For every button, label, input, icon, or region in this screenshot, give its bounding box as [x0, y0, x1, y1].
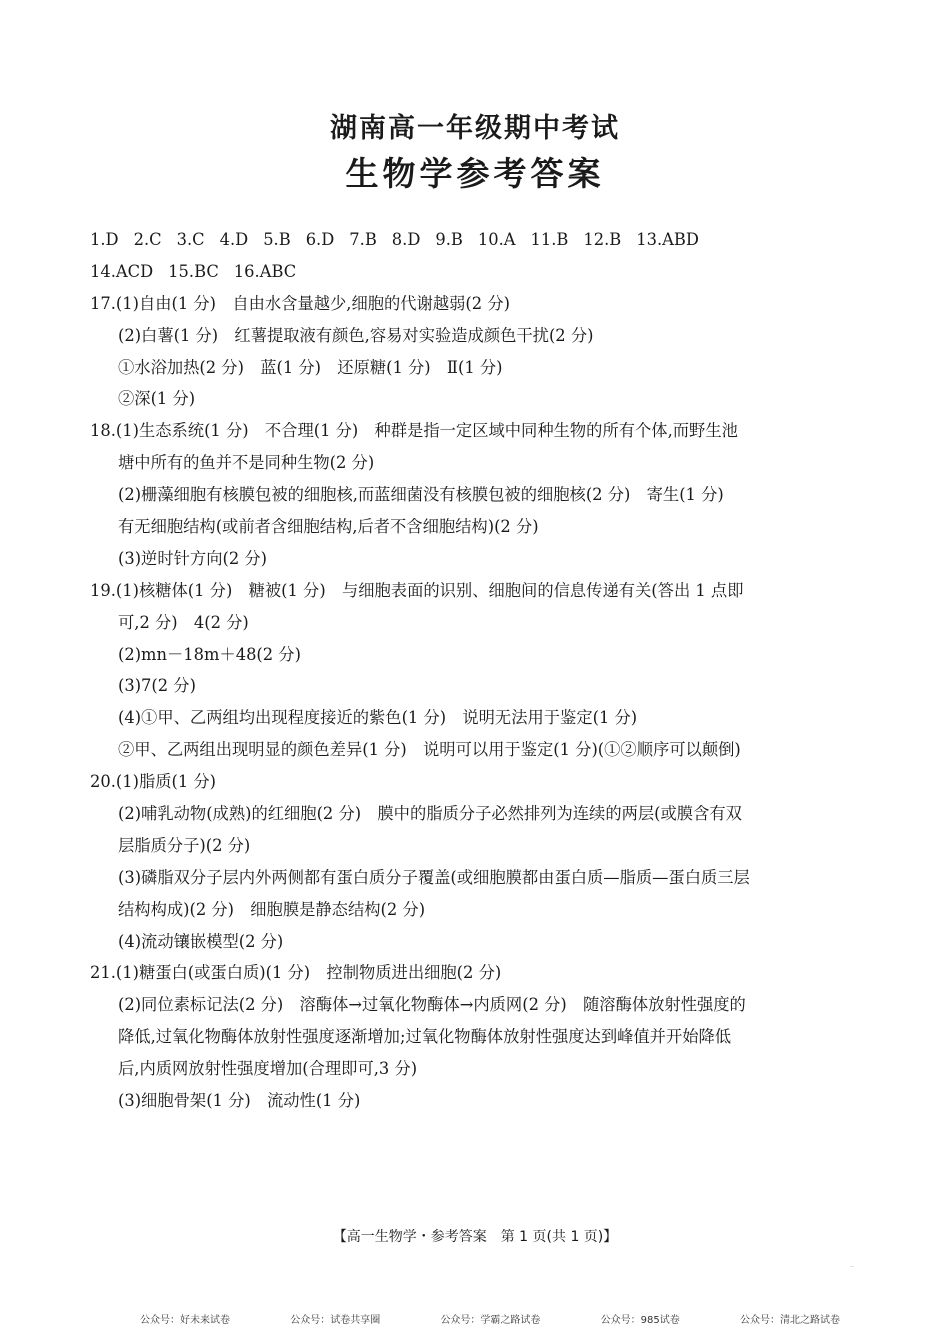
q17-line: ①水浴加热(2 分) 蓝(1 分) 还原糖(1 分) Ⅱ(1 分)	[118, 357, 503, 377]
mc-answer: 11.B	[530, 230, 569, 249]
mc-answer: 1.D	[90, 230, 119, 249]
q18-line: 塘中所有的鱼并不是同种生物(2 分)	[118, 453, 375, 473]
wechat-account: 公众号：学霸之路试卷	[440, 1315, 541, 1326]
mc-answer: 10.A	[477, 230, 516, 249]
mc-answer: 16.ABC	[233, 261, 297, 281]
q19-line: (4)①甲、乙两组均出现程度接近的紫色(1 分) 说明无法用于鉴定(1 分)	[118, 708, 638, 728]
wechat-account: 公众号：清北之路试卷	[739, 1315, 840, 1326]
scan-mark: ..	[850, 1262, 854, 1269]
mc-answer: 3.C	[176, 230, 205, 249]
q21-line: 21.(1)糖蛋白(或蛋白质)(1 分) 控制物质进出细胞(2 分)	[90, 963, 502, 983]
mc-answer: 12.B	[583, 230, 622, 249]
wechat-account: 公众号：试卷共享圈	[290, 1315, 381, 1326]
multiple-choice-row-1	[90, 224, 865, 256]
q19-line: (2)mn－18m＋48(2 分)	[118, 644, 301, 664]
mc-answer: 7.B	[349, 230, 377, 249]
q20-line: 层脂质分子)(2 分)	[118, 835, 251, 855]
q21-line: (2)同位素标记法(2 分) 溶酶体→过氧化物酶体→内质网(2 分) 随溶酶体放射性强度的	[118, 995, 746, 1015]
answer-key-title: 生物学参考答案	[345, 154, 605, 193]
q20-line: (2)哺乳动物(成熟)的红细胞(2 分) 膜中的脂质分子必然排列为连续的两层(或膜含有双	[118, 804, 742, 824]
q21-line: (3)细胞骨架(1 分) 流动性(1 分)	[118, 1091, 361, 1111]
q20-line: 结构构成)(2 分) 细胞膜是静态结构(2 分)	[118, 899, 426, 919]
q21-line: 降低,过氧化物酶体放射性强度逐渐增加;过氧化物酶体放射性强度达到峰值并开始降低	[118, 1027, 732, 1047]
mc-answer: 5.B	[263, 230, 291, 249]
q17-line: (2)白薯(1 分) 红薯提取液有颜色,容易对实验造成颜色干扰(2 分)	[118, 325, 594, 345]
multiple-choice-row-2	[90, 256, 865, 288]
q19-line: 19.(1)核糖体(1 分) 糖被(1 分) 与细胞表面的识别、细胞间的信息传递有关(答出 1 点即	[90, 580, 744, 600]
q18-line: (2)栅藻细胞有核膜包被的细胞核,而蓝细菌没有核膜包被的细胞核(2 分) 寄生(1 分)	[118, 485, 724, 505]
mc-answer: 14.ACD	[90, 261, 154, 281]
q20-line: 20.(1)脂质(1 分)	[90, 772, 217, 792]
q21-line: 后,内质网放射性强度增加(合理即可,3 分)	[118, 1059, 418, 1079]
wechat-account: 公众号：985试卷	[600, 1315, 680, 1326]
answer-content	[90, 224, 865, 1117]
q17-line: ②深(1 分)	[118, 389, 196, 409]
q20-line: (4)流动镶嵌模型(2 分)	[118, 931, 284, 951]
mc-answer: 8.D	[391, 230, 421, 249]
wechat-accounts	[140, 1311, 840, 1326]
mc-answer: 9.B	[435, 230, 463, 249]
q17-line: 17.(1)自由(1 分) 自由水含量越少,细胞的代谢越弱(2 分)	[90, 293, 510, 313]
q19-line: ②甲、乙两组出现明显的颜色差异(1 分) 说明可以用于鉴定(1 分)(①②顺序可以颠倒)	[118, 740, 741, 760]
mc-answer: 6.D	[305, 230, 335, 249]
page-footer: 【高一生物学・参考答案 第 1 页(共 1 页)】	[332, 1229, 618, 1245]
q19-line: 可,2 分) 4(2 分)	[118, 612, 249, 632]
q18-line: 有无细胞结构(或前者含细胞结构,后者不含细胞结构)(2 分)	[118, 517, 539, 537]
exam-title: 湖南高一年级期中考试	[330, 113, 620, 144]
mc-answer: 4.D	[219, 230, 249, 249]
q18-line: (3)逆时针方向(2 分)	[118, 548, 267, 568]
q18-line: 18.(1)生态系统(1 分) 不合理(1 分) 种群是指一定区域中同种生物的所有个体,而野生池	[90, 421, 738, 441]
mc-answer: 13.ABD	[636, 230, 699, 249]
mc-answer: 15.BC	[168, 261, 219, 281]
q20-line: (3)磷脂双分子层内外两侧都有蛋白质分子覆盖(或细胞膜都由蛋白质—脂质—蛋白质三层	[118, 867, 750, 887]
q19-line: (3)7(2 分)	[118, 676, 196, 696]
mc-answer: 2.C	[133, 230, 162, 249]
wechat-account: 公众号：好未来试卷	[140, 1315, 230, 1326]
